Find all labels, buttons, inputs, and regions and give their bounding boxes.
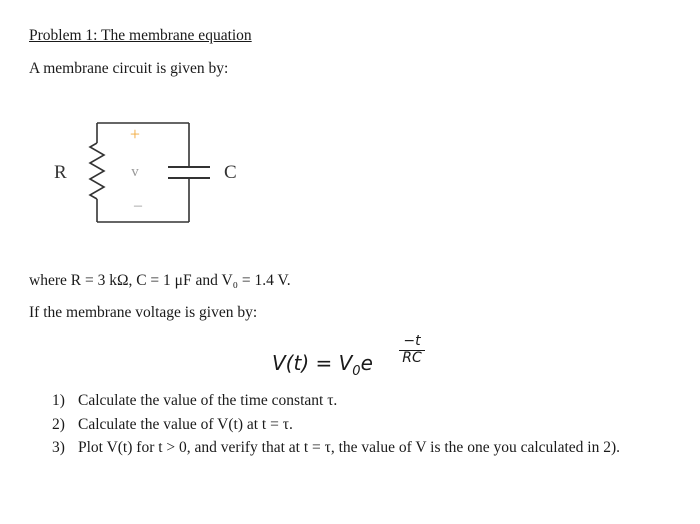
equation-main [272, 351, 373, 379]
membrane-equation [272, 334, 432, 382]
equation-lhs: V(t) = V [272, 351, 353, 375]
equation-base: e [360, 351, 373, 375]
task-text: Plot V(t) for t > 0, and verify that at t = τ, the value of V is the one you calculated in 2). [78, 439, 620, 456]
equation-subscript: 0 [352, 364, 361, 379]
exponent-numerator: −t [403, 333, 421, 349]
problem-title: Problem 1: The membrane equation [29, 27, 252, 44]
task-text: Calculate the value of the time constant τ. [78, 392, 338, 409]
capacitor-label: C [224, 162, 237, 183]
list-item [52, 439, 620, 463]
rc-circuit-diagram [50, 118, 260, 228]
exponent-denominator: RC [402, 350, 422, 366]
task-number: 3) [52, 439, 65, 456]
task-number: 1) [52, 392, 65, 409]
equation-exponent [399, 334, 425, 365]
voltage-label: v [131, 164, 139, 180]
task-text: Calculate the value of V(t) at t = τ. [78, 415, 293, 433]
minus-sign: – [134, 197, 142, 214]
task-list [52, 392, 620, 463]
task-number: 2) [52, 415, 65, 433]
if-statement: If the membrane voltage is given by: [29, 304, 258, 321]
plus-sign: + [129, 124, 141, 144]
intro-text: A membrane circuit is given by: [29, 60, 229, 77]
list-item [52, 416, 620, 440]
list-item [52, 392, 620, 416]
resistor-label: R [54, 162, 67, 183]
resistor-zigzag [90, 143, 104, 199]
given-values: where R = 3 kΩ, C = 1 μF and V₀ = 1.4 V. [29, 272, 291, 289]
